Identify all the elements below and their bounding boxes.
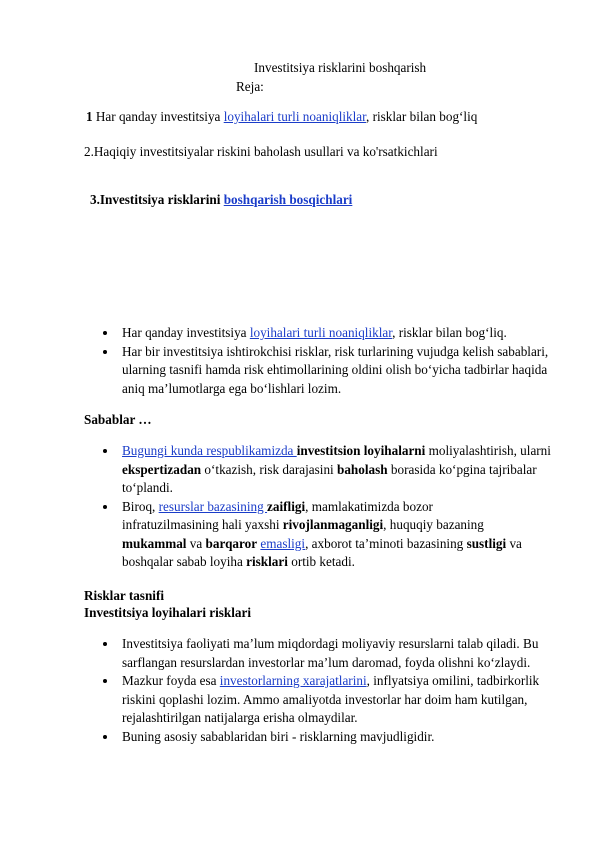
list-item: Mazkur foyda esa investorlarning xarajatlarini, inflyatsiya omilini, tadbirkorlik riskini qoplashi lozim. Ammo amaliyotda investorlar har doim ham kutilgan, rejalashtirilgan natijalarga erisha olmaydilar. [85, 672, 562, 728]
plan-item-3 [90, 192, 352, 208]
sabablar-link-respublika[interactable]: Bugungi kunda respublikamizda [122, 443, 297, 458]
plan-item-1-link[interactable]: loyihalari turli noaniqliklar [223, 109, 367, 124]
plan-item-1 [86, 109, 477, 125]
sabablar-bullet-list [85, 442, 562, 572]
list-item: Buning asosiy sabablaridan biri - risklarning mavjudligidir. [85, 728, 562, 747]
risk-bullet-list [85, 635, 562, 746]
plan-item-3-link[interactable]: boshqarish bosqichlari [223, 192, 353, 207]
list-item: Har qanday investitsiya loyihalari turli noaniqliklar, risklar bilan bog‘liq. [85, 324, 562, 343]
plan-item-2: 2.Haqiqiy investitsiyalar riskini baholash usullari va ko'rsatkichlari [84, 144, 438, 159]
risk-subheading: Investitsiya loyihalari risklari [84, 605, 252, 620]
list-item: Bugungi kunda respublikamizda investitsion loyihalarni moliyalashtirish, ularni ekspertizadan o‘tkazish, risk darajasini baholash borasida ko‘pgina tajribalar to‘plandi. [85, 442, 562, 498]
list-item: Har bir investitsiya ishtirokchisi risklar, risk turlarining vujudga kelish sabablari, ularning tasnifi hamda risk ehtimollarining oldini olish bo‘yicha tadbirlar haqida aniq ma’lumotlarga ega bo‘lishlari lozim. [85, 343, 562, 399]
plan-item-1-text: Har qanday investitsiya [95, 109, 224, 124]
plan-label: Reja: [236, 79, 264, 94]
list-item: Biroq, resurslar bazasining zaifligi, mamlakatimizda bozor infratuzilmasining hali yaxshi rivojlanmaganligi, huquqiy bazaning mukammal va barqaror emasligi, axborot ta’minoti bazasining sustligi va boshqalar sabab loyiha risklari ortib ketadi. [85, 498, 522, 572]
sabablar-link-resurslar[interactable]: resurslar bazasining [158, 498, 268, 514]
intro-link-loyihalari[interactable]: loyihalari turli noaniqliklar [249, 325, 393, 340]
plan-item-1-suffix: , risklar bilan bog‘liq [366, 109, 478, 124]
sabablar-link-emasligi[interactable]: emasligi [260, 535, 306, 551]
document-title: Investitsiya risklarini boshqarish [254, 60, 427, 75]
risk-link-investorlar[interactable]: investorlarning xarajatlarini [219, 673, 367, 688]
risk-heading: Risklar tasnifi [84, 588, 164, 603]
sabablar-heading: Sabablar … [84, 412, 152, 427]
plan-item-3-text: 3.Investitsiya risklarini [90, 192, 224, 207]
plan-item-1-number: 1 [86, 109, 96, 124]
list-item: Investitsiya faoliyati ma’lum miqdordagi moliyaviy resurslarni talab qiladi. Bu sarflangan resurslardan investorlar ma’lum daromad, foyda olishni ko‘zlaydi. [85, 635, 562, 672]
intro-bullet-list [85, 324, 562, 398]
